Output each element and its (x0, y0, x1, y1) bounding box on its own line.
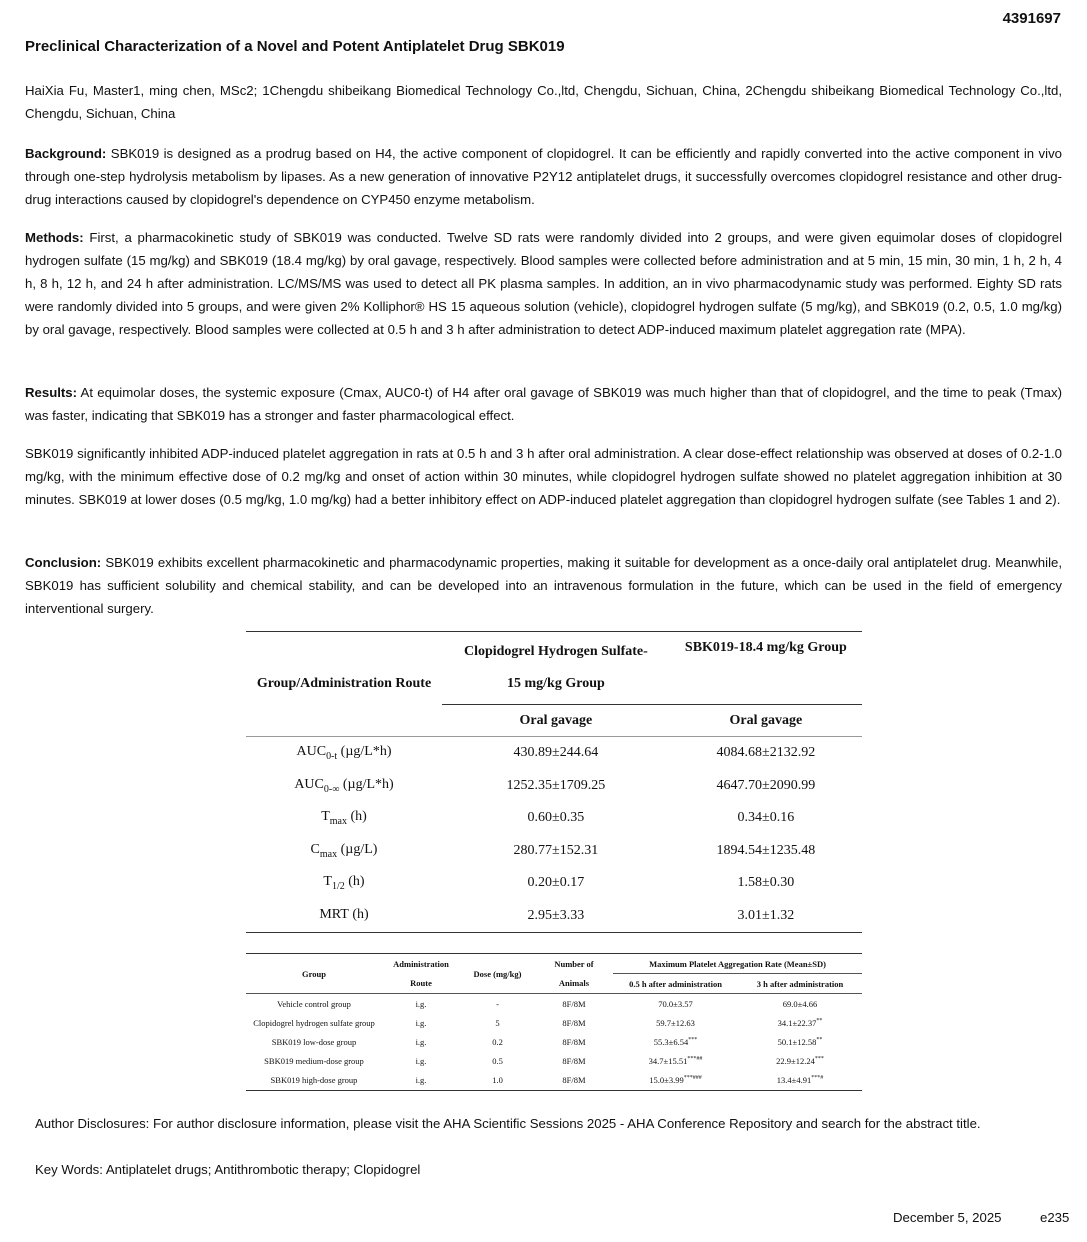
mpa-value-05h (613, 1052, 738, 1071)
pk-table-header-group: Group/Administration Route (256, 676, 432, 691)
conclusion-text: SBK019 exhibits excellent pharmacokinetic and pharmacodynamic properties, making it suitable for development as a once-daily oral antiplatelet drug. Meanwhile, SBK019 has sufficient solubility and chemical stability, and can be developed into an intravenous formulation in the future, which can be used in the field of emergency interventional surgery. (25, 555, 1062, 616)
pk-table-header-clopidogrel: Clopidogrel Hydrogen Sulfate-15 mg/kg Group (463, 644, 648, 691)
methods-paragraph (25, 226, 1062, 341)
footer-page-number: e235 (1040, 1210, 1070, 1225)
mpa-value-05h-text: 15.0±3.99 (649, 1075, 684, 1086)
mpa-value-3h-text: 50.1±12.58 (777, 1036, 817, 1047)
mpa-table-row (246, 994, 862, 1014)
mpa-value-05h (613, 1071, 738, 1091)
pk-param (246, 737, 442, 770)
mpa-value-05h (613, 1032, 738, 1051)
pk-param-name: C (310, 841, 320, 857)
mpa-value-3h-text: 34.1±22.37 (777, 1017, 817, 1028)
mpa-header-rate: Maximum Platelet Aggregation Rate (Mean±SD) (613, 954, 862, 974)
mpa-value-05h-significance: ***## (687, 1056, 703, 1063)
pk-param (246, 835, 442, 868)
mpa-value-05h-text: 59.7±12.63 (656, 1017, 695, 1028)
mpa-group: Vehicle control group (277, 998, 351, 1009)
pk-value-sbk019: 4084.68±2132.92 (716, 745, 816, 761)
mpa-value-3h-significance: ***# (811, 1075, 824, 1082)
methods-text: First, a pharmacokinetic study of SBK019 was conducted. Twelve SD rats were randomly divided into 2 groups, and were given equimolar doses of clopidogrel hydrogen sulfate (15 mg/kg) and SBK019 (18.4 mg/kg) by oral gavage, respectively. Blood samples were collected before administration and at 5 min, 15 min, 30 min, 1 h, 2 h, 4 h, 8 h, 12 h, and 24 h after administration. LC/MS/MS was used to detect all PK plasma samples. In addition, an in vivo pharmacodynamic study was performed. Eighty SD rats were randomly divided into 5 groups, and were given 2% Kolliphor® HS 15 aqueous solution (vehicle), clopidogrel hydrogen sulfate (5 mg/kg), and SBK019 (0.2, 0.5, 1.0 mg/kg) by oral gavage, respectively. Blood samples were collected at 0.5 h and 3 h after administration to detect ADP-induced maximum platelet aggregation rate (MPA). (25, 230, 1062, 337)
pk-param-name: T (323, 874, 332, 890)
pk-param-unit: (µg/L*h) (337, 744, 392, 760)
pk-param-subscript: 0-∞ (323, 783, 340, 795)
pk-table-row (246, 835, 862, 868)
mpa-value-3h-text: 13.4±4.91 (776, 1075, 812, 1086)
results-label: Results: (25, 385, 78, 400)
mpa-dose: 0.2 (492, 1036, 503, 1047)
pk-param-unit: (h) (346, 809, 367, 825)
pk-table-row (246, 737, 862, 770)
mpa-header-route: Route (410, 978, 432, 989)
pk-value-clopidogrel: 0.60±0.35 (527, 810, 585, 826)
mpa-value-3h-text: 69.0±4.66 (782, 998, 818, 1009)
key-words: Key Words: Antiplatelet drugs; Antithrombotic therapy; Clopidogrel (35, 1162, 421, 1177)
mpa-value-3h-significance: ** (816, 1037, 823, 1044)
mpa-dose: 1.0 (492, 1075, 503, 1086)
mpa-value-3h-text: 22.9±12.24 (776, 1056, 815, 1067)
mpa-group: Clopidogrel hydrogen sulfate group (253, 1017, 375, 1028)
author-list: HaiXia Fu, Master1, ming chen, MSc2; 1Chengdu shibeikang Biomedical Technology Co.,ltd, Chengdu, Sichuan, China, 2Chengdu shibeikang Biomedical Technology Co.,ltd, Chengdu, Sichuan, China (25, 83, 1062, 121)
mpa-header-05h: 0.5 h after administration (629, 978, 722, 989)
pk-value-sbk019: 3.01±1.32 (737, 907, 795, 923)
pk-param-unit: (h) (344, 874, 365, 890)
pk-table-body (246, 737, 862, 933)
mpa-table-row (246, 1071, 862, 1091)
pk-param-name: MRT (319, 906, 349, 922)
mpa-table-row (246, 1013, 862, 1032)
pk-param (246, 900, 442, 933)
pk-table-subheader-sbk019: Oral gavage (670, 705, 862, 737)
background-text: SBK019 is designed as a prodrug based on H4, the active component of clopidogrel. It can be efficiently and rapidly converted into the active component in vivo through one-step hydrolysis metabolism by lipases. As a new generation of innovative P2Y12 antiplatelet drugs, it successfully overcomes clopidogrel resistance and other drug-drug interactions caused by clopidogrel's dependence on CYP450 enzyme metabolism. (25, 146, 1062, 207)
pk-table-subheader-clopidogrel: Oral gavage (442, 705, 670, 737)
pk-param (246, 867, 442, 900)
mpa-animals: 8F/8M (562, 1036, 586, 1047)
mpa-header-group: Group (302, 968, 326, 979)
pk-param-subscript: max (329, 816, 347, 828)
pk-param-subscript: 0-t (326, 751, 338, 763)
pk-param-subscript: max (319, 848, 338, 860)
mpa-route: i.g. (415, 1036, 427, 1047)
pk-table-row (246, 770, 862, 803)
pk-table-row (246, 867, 862, 900)
mpa-route: i.g. (415, 998, 427, 1009)
mpa-value-05h-significance: ***### (683, 1075, 702, 1082)
pk-param-name: AUC (294, 776, 324, 792)
mpa-header-admin: Administration (393, 958, 449, 969)
results-paragraph-2: SBK019 significantly inhibited ADP-induced platelet aggregation in rats at 0.5 h and 3 h after oral administration. A clear dose-effect relationship was observed at doses of 0.2-1.0 mg/kg, with the minimum effective dose of 0.2 mg/kg and onset of action within 30 minutes, while clopidogrel hydrogen sulfate showed no platelet aggregation inhibition at 30 minutes. SBK019 at lower doses (0.5 mg/kg, 1.0 mg/kg) had a better inhibitory effect on ADP-induced platelet aggregation than clopidogrel hydrogen sulfate (see Tables 1 and 2). (25, 446, 1062, 507)
pk-value-sbk019: 1894.54±1235.48 (716, 842, 816, 858)
mpa-value-3h (738, 1071, 862, 1091)
mpa-table (246, 953, 862, 1091)
methods-label: Methods: (25, 230, 84, 245)
mpa-table-row (246, 1052, 862, 1071)
pk-param-unit: (µg/L*h) (339, 776, 394, 792)
background-label: Background: (25, 146, 107, 161)
pk-value-sbk019: 0.34±0.16 (737, 810, 795, 826)
pk-value-clopidogrel: 430.89±244.64 (513, 745, 599, 761)
mpa-value-3h (738, 1013, 862, 1032)
mpa-route: i.g. (415, 1056, 427, 1067)
mpa-dose: 5 (495, 1017, 500, 1028)
mpa-animals: 8F/8M (562, 998, 586, 1009)
footer-date: December 5, 2025 (893, 1210, 1002, 1225)
author-disclosures: Author Disclosures: For author disclosure information, please visit the AHA Scientific Sessions 2025 - AHA Conference Repository and search for the abstract title. (35, 1116, 981, 1131)
mpa-header-dose: Dose (mg/kg) (473, 968, 522, 979)
pk-param-name: AUC (296, 744, 327, 760)
pk-param-unit: (h) (348, 906, 369, 922)
mpa-dose: - (496, 998, 499, 1009)
mpa-header-animals: Animals (558, 978, 590, 989)
mpa-value-05h-text: 55.3±6.54 (653, 1036, 689, 1047)
pk-table-header-sbk019: SBK019-18.4 mg/kg Group (684, 640, 847, 655)
mpa-group: SBK019 low-dose group (271, 1036, 357, 1047)
pk-param-subscript: 1/2 (331, 881, 345, 893)
pk-param (246, 802, 442, 835)
mpa-header-3h: 3 h after administration (756, 978, 844, 989)
mpa-group: SBK019 high-dose group (270, 1075, 358, 1086)
mpa-route: i.g. (415, 1017, 427, 1028)
results-text: At equimolar doses, the systemic exposure (Cmax, AUC0-t) of H4 after oral gavage of SBK019 was much higher than that of clopidogrel, and the time to peak (Tmax) was faster, indicating that SBK019 has a stronger and faster pharmacological effect. (25, 385, 1062, 423)
pk-table-row (246, 802, 862, 835)
pk-value-sbk019: 4647.70±2090.99 (716, 777, 816, 793)
pk-param-name: T (321, 809, 330, 825)
mpa-value-05h (613, 994, 738, 1014)
background-paragraph (25, 142, 1062, 211)
mpa-animals: 8F/8M (562, 1075, 586, 1086)
mpa-header-number: Number of (554, 958, 594, 969)
paper-title: Preclinical Characterization of a Novel and Potent Antiplatelet Drug SBK019 (25, 38, 565, 55)
pk-table (246, 631, 862, 933)
mpa-animals: 8F/8M (562, 1017, 586, 1028)
pk-table-row (246, 900, 862, 933)
pk-value-clopidogrel: 1252.35±1709.25 (506, 777, 606, 793)
mpa-animals: 8F/8M (562, 1056, 586, 1067)
mpa-route: i.g. (415, 1075, 427, 1086)
mpa-value-3h (738, 994, 862, 1014)
pk-param (246, 770, 442, 803)
pk-value-sbk019: 1.58±0.30 (737, 875, 795, 891)
abstract-id: 4391697 (1002, 10, 1061, 27)
conclusion-label: Conclusion: (25, 555, 102, 570)
mpa-value-05h-text: 70.0±3.57 (658, 998, 693, 1009)
mpa-value-3h-significance: ** (816, 1017, 823, 1024)
mpa-value-3h-significance: *** (814, 1056, 824, 1063)
mpa-value-3h (738, 1052, 862, 1071)
mpa-group: SBK019 medium-dose group (264, 1056, 364, 1067)
mpa-table-body (246, 994, 862, 1091)
mpa-table-row (246, 1032, 862, 1051)
pk-param-unit: (µg/L) (337, 841, 378, 857)
conclusion-paragraph (25, 551, 1062, 620)
pk-value-clopidogrel: 2.95±3.33 (527, 907, 585, 923)
results-paragraph (25, 381, 1062, 427)
pk-value-clopidogrel: 0.20±0.17 (527, 875, 585, 891)
mpa-value-05h-text: 34.7±15.51 (648, 1056, 688, 1067)
pk-value-clopidogrel: 280.77±152.31 (513, 842, 599, 858)
mpa-value-05h (613, 1013, 738, 1032)
mpa-value-05h-significance: *** (688, 1037, 698, 1044)
mpa-dose: 0.5 (492, 1056, 503, 1067)
mpa-value-3h (738, 1032, 862, 1051)
